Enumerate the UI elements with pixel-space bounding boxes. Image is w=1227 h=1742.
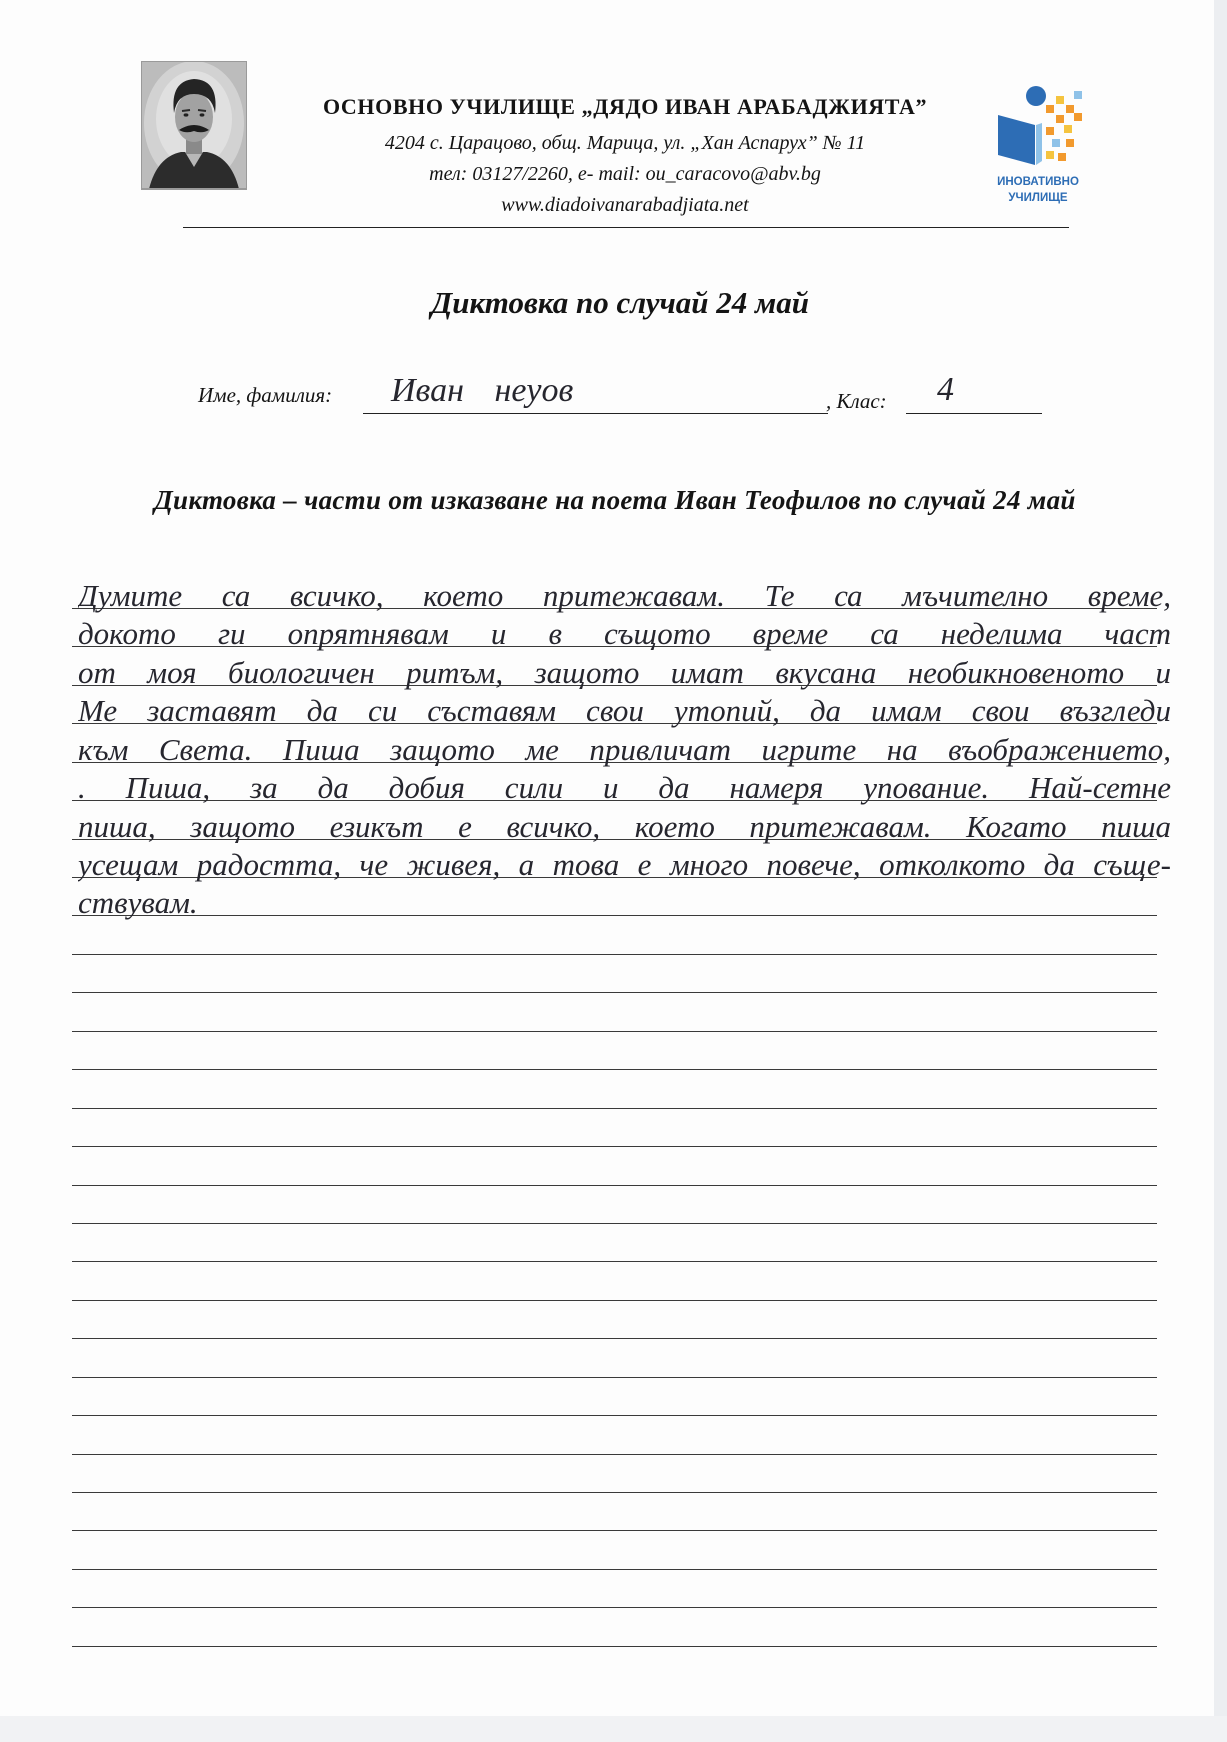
- ruled-line: [72, 1262, 1157, 1300]
- founder-portrait: [141, 61, 247, 196]
- handwritten-line: докото ги опрятнявам и в същото време са неделима част: [78, 616, 1171, 652]
- ruled-line: [72, 1493, 1157, 1531]
- dictation-subtitle: Диктовка – части от изказване на поета Иван Теофилов по случай 24 май: [154, 485, 1076, 515]
- school-name: ОСНОВНО УЧИЛИЩЕ „ДЯДО ИВАН АРАБАДЖИЯТА”: [322, 94, 928, 119]
- ruled-line: [72, 609, 1171, 652]
- ruled-line: [72, 993, 1157, 1031]
- logo-text-line2: УЧИЛИЩЕ: [1008, 192, 1068, 204]
- handwritten-line: от моя биологичен ритъм, защото имат вкусана необикновеното и: [78, 654, 1171, 690]
- innovative-school-logo: [990, 83, 1086, 209]
- ruled-line: [72, 1531, 1157, 1569]
- handwritten-line: Думите са всичко, което притежавам. Те са мъчително време,: [78, 577, 1171, 613]
- class-label: , Клас:: [826, 389, 887, 413]
- ruled-line: [72, 1301, 1157, 1339]
- innovative-school-icon: [990, 83, 1086, 167]
- handwritten-line: усещам радостта, че живея, а това е много повече, отколкото да съще-: [78, 847, 1171, 882]
- class-handwritten: 4: [937, 371, 954, 408]
- ruled-line: [72, 801, 1171, 844]
- ruled-line: [72, 724, 1171, 767]
- ruled-line: [72, 1455, 1157, 1493]
- ruled-line: [72, 1378, 1157, 1416]
- ruled-line: [72, 1186, 1157, 1224]
- school-website: www.diadoivanarabadjiata.net: [501, 194, 749, 216]
- handwritten-line: пиша, защото езикът е всичко, което притежавам. Когато пиша: [78, 808, 1171, 844]
- ruled-line: [72, 916, 1157, 954]
- name-field-line: [363, 413, 828, 414]
- ruled-line: [72, 955, 1157, 993]
- ruled-line: [72, 571, 1171, 613]
- ruled-line: [72, 840, 1171, 882]
- scan-edge: [0, 1716, 1227, 1742]
- ruled-line: [72, 1339, 1157, 1377]
- school-address: 4204 с. Царацово, общ. Марица, ул. „Хан Аспарух” № 11: [384, 132, 866, 154]
- scan-edge: [1214, 0, 1227, 1742]
- page-title: Диктовка по случай 24 май: [431, 285, 809, 320]
- handwritten-line: ствувам.: [78, 885, 198, 921]
- ruled-line: [72, 878, 1157, 921]
- ruled-line: [72, 1109, 1157, 1147]
- logo-text-line1: ИНОВАТИВНО: [997, 176, 1079, 188]
- ruled-line: [72, 686, 1171, 729]
- handwritten-line: към Света. Пиша защото ме привличат игрите на въображението,: [78, 731, 1171, 767]
- header-divider: [183, 227, 1069, 228]
- school-contacts: тел: 03127/2260, e- mail: ou_caracovo@abv.bg: [429, 163, 821, 185]
- ruled-line: [72, 1032, 1157, 1070]
- name-label: Име, фамилия:: [198, 383, 333, 407]
- ruled-line: [72, 1608, 1157, 1646]
- handwritten-line: Ме заставят да си съставям свои утопий, да имам свои възгледи: [78, 693, 1171, 729]
- ruled-line: [72, 1570, 1157, 1608]
- ruled-area: [72, 571, 1171, 1647]
- ruled-line: [72, 1224, 1157, 1262]
- ruled-line: [72, 1147, 1157, 1185]
- name-handwritten: Иван неуов: [391, 372, 574, 409]
- class-field-line: [906, 413, 1042, 414]
- handwritten-line: . Пиша, за да добия сили и да намеря упование. Най-сетне: [78, 770, 1171, 806]
- ruled-line: [72, 763, 1171, 806]
- ruled-line: [72, 1416, 1157, 1454]
- ruled-line: [72, 1070, 1157, 1108]
- ruled-line: [72, 647, 1171, 690]
